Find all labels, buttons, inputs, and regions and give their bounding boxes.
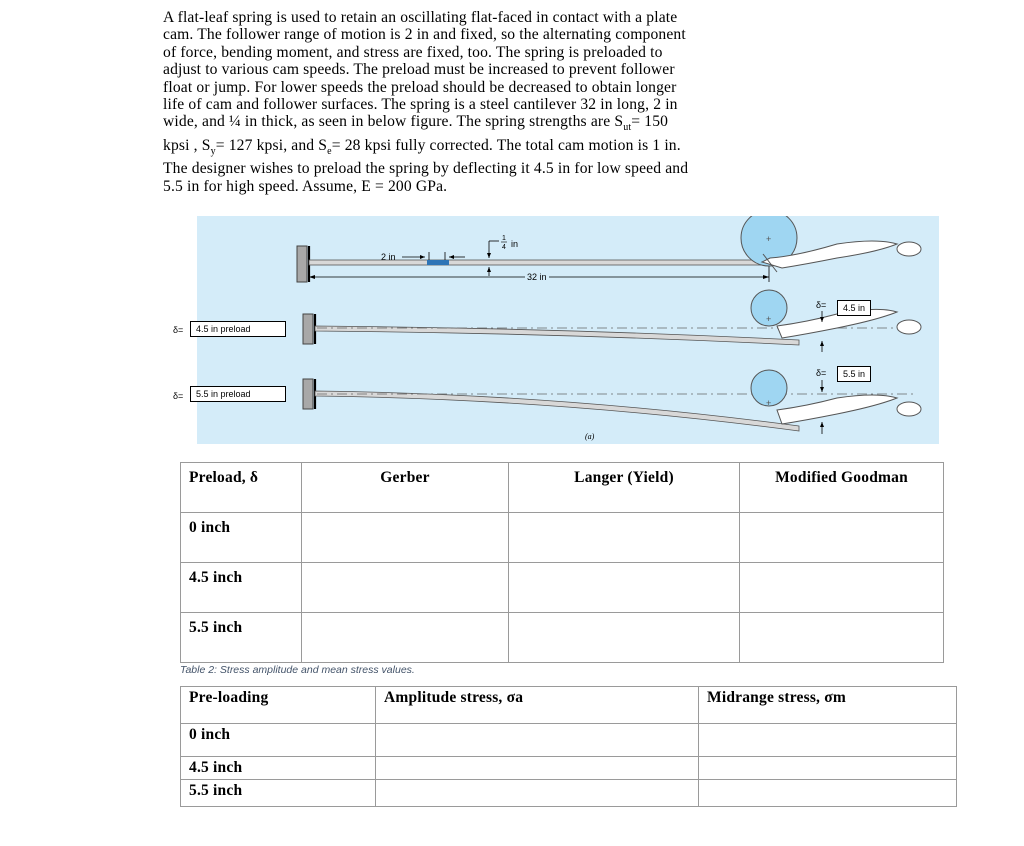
table-header-cell: Modified Goodman (740, 463, 944, 513)
row-label: 0 inch (181, 513, 302, 563)
table-row (181, 513, 944, 563)
problem-line: life of cam and follower surfaces. The spring is a steel cantilever 32 in long, 2 in (163, 96, 678, 114)
problem-text: kpsi , S (163, 136, 211, 154)
delta-value-box-low: 4.5 in (837, 300, 871, 316)
failure-criteria-table (180, 462, 944, 663)
table-header-cell: Gerber (302, 463, 509, 513)
table-cell (509, 613, 740, 663)
table-cell (376, 757, 699, 780)
spring-diagram (197, 216, 939, 444)
follower-roller-bottom (897, 402, 921, 416)
delta-symbol-low: δ= (173, 325, 184, 335)
table-cell (699, 780, 957, 807)
row-label: 5.5 inch (181, 613, 302, 663)
table-row (181, 780, 957, 807)
arrowhead (449, 255, 454, 259)
cam-center: + (766, 234, 772, 244)
subscript-e: e (327, 146, 332, 158)
table-header-row (181, 463, 944, 513)
table-cell (740, 613, 944, 663)
spring-mid (315, 326, 799, 345)
row-label: 4.5 inch (181, 563, 302, 613)
table-cell (740, 513, 944, 563)
problem-line (163, 137, 983, 161)
table-cell (740, 563, 944, 613)
table-header-cell: Preload, δ (181, 463, 302, 513)
problem-line: The designer wishes to preload the spring by deflecting it 4.5 in for low speed and (163, 160, 689, 178)
table-cell (509, 513, 740, 563)
table-header-row (181, 687, 957, 724)
arrowhead (763, 275, 769, 279)
table-header-cell: Pre-loading (181, 687, 376, 724)
arrowhead (487, 253, 491, 258)
cam-center: + (766, 314, 772, 324)
problem-text: = 28 kpsi fully corrected. The total cam motion is 1 in. (331, 136, 681, 154)
problem-text: = 127 kpsi, and S (215, 136, 328, 154)
table-cell (376, 724, 699, 757)
problem-line (163, 113, 983, 137)
wall-support-bottom (303, 379, 313, 409)
thickness-num: 1 (502, 235, 506, 242)
preload-box-high: 5.5 in preload (190, 386, 286, 402)
problem-text: wide, and ¼ in thick, as seen in below figure. The spring strengths are S (163, 113, 624, 131)
problem-line: 5.5 in for high speed. Assume, E = 200 GPa. (163, 177, 448, 195)
spring-bottom (315, 391, 799, 431)
width-label: 2 in (381, 252, 396, 262)
row-label: 0 inch (181, 724, 376, 757)
table-cell (699, 724, 957, 757)
thickness-den: 4 (502, 244, 506, 251)
spring-figure (197, 216, 939, 444)
table-header-cell: Midrange stress, σm (699, 687, 957, 724)
arrowhead (820, 387, 824, 392)
width-marker (427, 260, 449, 265)
delta-value-box-high: 5.5 in (837, 366, 871, 382)
problem-text: = 150 (631, 113, 669, 131)
row-label: 4.5 inch (181, 757, 376, 780)
wall-support-top (297, 246, 307, 282)
problem-line: of force, bending moment, and stress are fixed, too. The spring is preloaded to (163, 43, 663, 61)
problem-line: cam. The follower range of motion is 2 in and fixed, so the alternating component (163, 26, 686, 44)
row-label: 5.5 inch (181, 780, 376, 807)
table-cell (376, 780, 699, 807)
stress-values-table (180, 686, 957, 807)
follower-roller-mid (897, 320, 921, 334)
problem-line: adjust to various cam speeds. The preload must be increased to prevent follower (163, 61, 675, 79)
table-cell (302, 613, 509, 663)
problem-line: float or jump. For lower speeds the preload should be decreased to obtain longer (163, 78, 677, 96)
subscript-ut: ut (623, 122, 632, 134)
table-header-cell: Langer (Yield) (509, 463, 740, 513)
arrowhead (820, 422, 824, 427)
arrowhead (820, 341, 824, 346)
cam-center: + (766, 398, 772, 408)
table-row (181, 724, 957, 757)
table-row (181, 613, 944, 663)
table-header-cell: Amplitude stress, σa (376, 687, 699, 724)
follower-roller-top (897, 242, 921, 256)
table-caption: Table 2: Stress amplitude and mean stress values. (180, 664, 415, 676)
delta-label-mid: δ= (816, 300, 827, 310)
wall-support-mid (303, 314, 313, 344)
problem-statement (163, 9, 983, 195)
arrowhead (487, 267, 491, 272)
follower-bottom (777, 395, 897, 424)
table-row (181, 563, 944, 613)
delta-label-bottom: δ= (816, 368, 827, 378)
subscript-y: y (210, 146, 216, 158)
preload-box-low: 4.5 in preload (190, 321, 286, 337)
table-cell (509, 563, 740, 613)
table-cell (302, 513, 509, 563)
table-cell (699, 757, 957, 780)
delta-symbol-high: δ= (173, 391, 184, 401)
arrowhead (420, 255, 425, 259)
thickness-unit: in (511, 239, 519, 249)
length-label: 32 in (527, 272, 547, 282)
figure-part-label: (a) (585, 432, 595, 441)
problem-line: A flat-leaf spring is used to retain an oscillating flat-faced in contact with a plate (163, 9, 678, 26)
table-cell (302, 563, 509, 613)
table-row (181, 757, 957, 780)
